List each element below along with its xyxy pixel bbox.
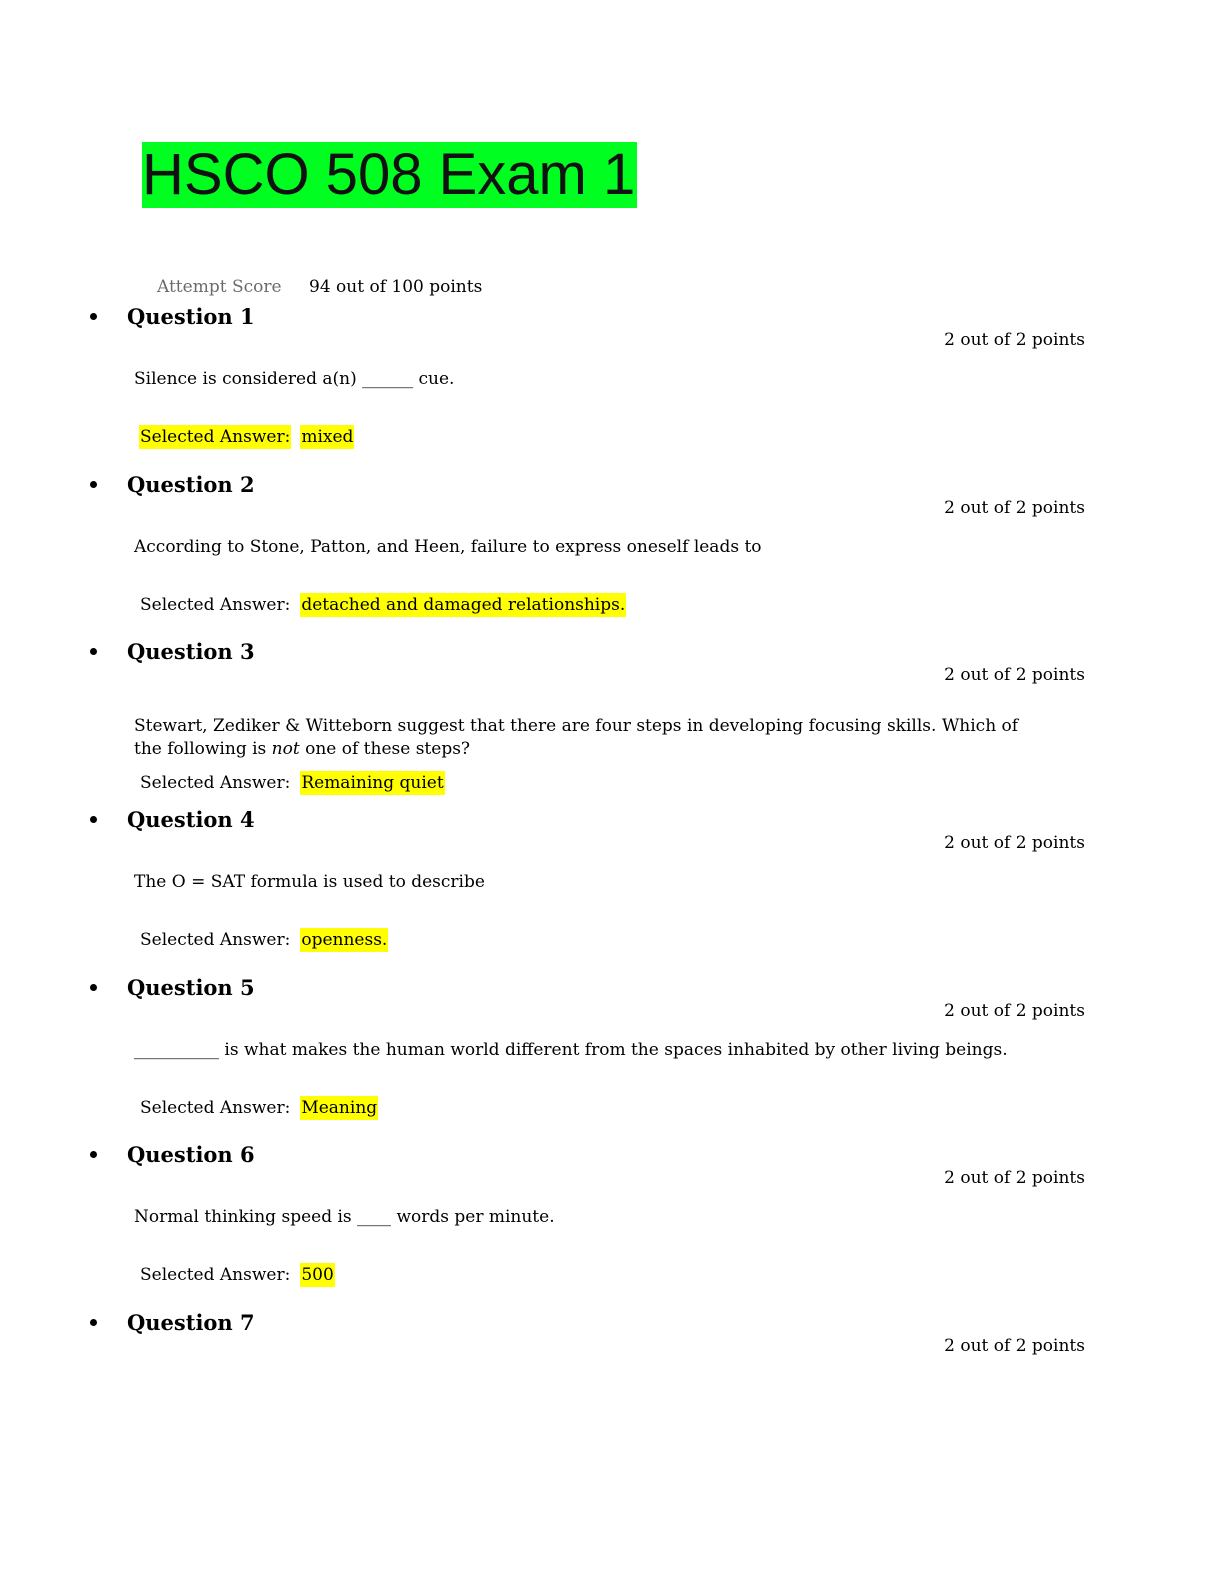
question-points: 2 out of 2 points [944, 1001, 1085, 1021]
selected-answer-row [139, 593, 626, 617]
attempt-score-label: Attempt Score [157, 277, 282, 297]
question-item [0, 303, 1224, 469]
bullet-icon [90, 313, 97, 320]
question-item [0, 638, 1224, 804]
question-points: 2 out of 2 points [944, 330, 1085, 350]
question-item [0, 1309, 1224, 1475]
question-title: Question 2 [127, 472, 255, 497]
page-title: HSCO 508 Exam 1 [142, 142, 636, 207]
selected-answer-label: Selected Answer: [140, 595, 291, 615]
question-item [0, 1141, 1224, 1307]
selected-answer-row [139, 425, 354, 449]
selected-answer-value: Remaining quiet [301, 773, 444, 793]
question-text: Stewart, Zediker & Witteborn suggest that there are four steps in developing focusing skills. Which of the following is not one of these steps? [134, 716, 1019, 759]
bullet-icon [90, 984, 97, 991]
question-points: 2 out of 2 points [944, 665, 1085, 685]
selected-answer-label: Selected Answer: [140, 1265, 291, 1285]
bullet-icon [90, 1151, 97, 1158]
attempt-score-value: 94 out of 100 points [309, 277, 483, 297]
question-points: 2 out of 2 points [944, 498, 1085, 518]
question-text: The O = SAT formula is used to describe [134, 872, 485, 892]
selected-answer-value: mixed [301, 427, 354, 447]
question-title: Question 3 [127, 639, 255, 664]
question-title: Question 4 [127, 807, 255, 832]
question-title: Question 5 [127, 975, 255, 1000]
selected-answer-value: openness. [301, 930, 388, 950]
question-text: __________ is what makes the human world different from the spaces inhabited by other living beings. [134, 1040, 1008, 1060]
question-title: Question 1 [127, 304, 255, 329]
bullet-icon [90, 481, 97, 488]
selected-answer-row [139, 928, 388, 952]
question-title: Question 7 [127, 1310, 255, 1335]
selected-answer-value: detached and damaged relationships. [301, 595, 626, 615]
question-points: 2 out of 2 points [944, 1168, 1085, 1188]
question-text: Normal thinking speed is ____ words per minute. [134, 1207, 555, 1227]
question-points: 2 out of 2 points [944, 833, 1085, 853]
bullet-icon [90, 1319, 97, 1326]
question-text: Silence is considered a(n) ______ cue. [134, 369, 455, 389]
selected-answer-row [139, 1263, 335, 1287]
bullet-icon [90, 816, 97, 823]
selected-answer-label: Selected Answer: [140, 427, 291, 447]
question-item [0, 471, 1224, 637]
bullet-icon [90, 648, 97, 655]
attempt-score [157, 275, 483, 299]
selected-answer-value: 500 [301, 1265, 334, 1285]
selected-answer-label: Selected Answer: [140, 930, 291, 950]
question-title: Question 6 [127, 1142, 255, 1167]
question-item [0, 974, 1224, 1140]
question-points: 2 out of 2 points [944, 1336, 1085, 1356]
selected-answer-row [139, 771, 445, 795]
selected-answer-label: Selected Answer: [140, 773, 291, 793]
selected-answer-row [139, 1096, 378, 1120]
question-text: According to Stone, Patton, and Heen, failure to express oneself leads to [134, 537, 762, 557]
selected-answer-label: Selected Answer: [140, 1098, 291, 1118]
selected-answer-value: Meaning [301, 1098, 378, 1118]
question-item [0, 806, 1224, 972]
